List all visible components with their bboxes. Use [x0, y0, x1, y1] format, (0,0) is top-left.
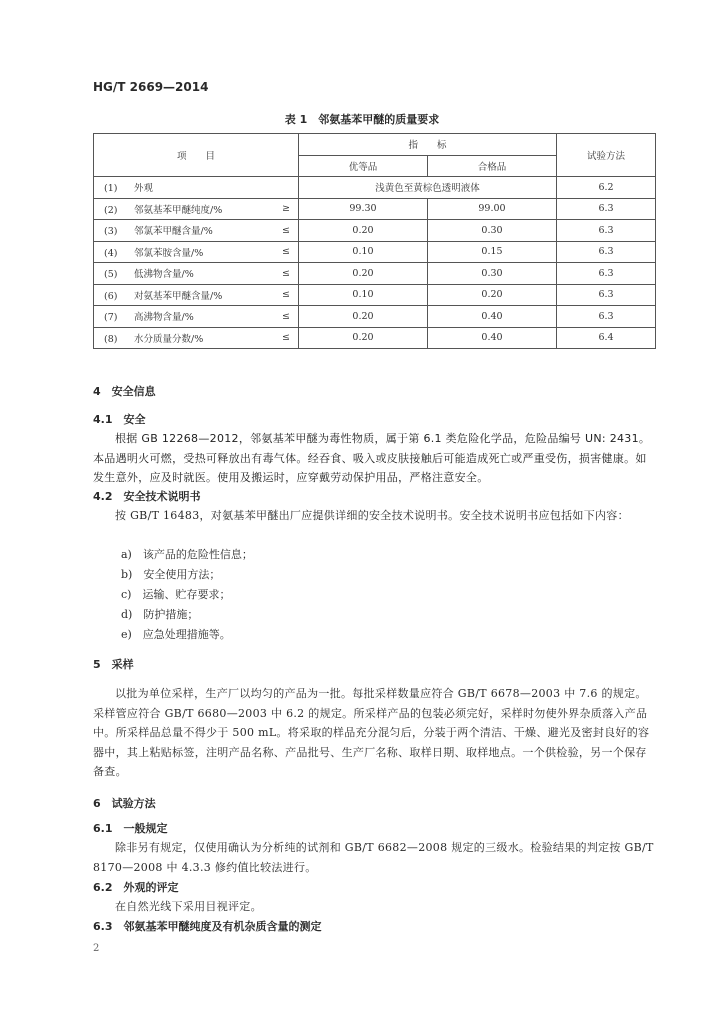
row-value-first: 99.30 — [299, 198, 428, 220]
row-method: 6.4 — [557, 327, 656, 349]
row-method: 6.3 — [557, 284, 656, 306]
page-number: 2 — [93, 943, 100, 954]
row-number: (4) — [104, 247, 118, 259]
row-name: 邻氨基苯甲醚纯度/% — [134, 204, 223, 216]
header-first-grade: 优等品 — [299, 155, 428, 177]
list-item: c) 运输、贮存要求； — [121, 588, 231, 601]
table-row — [94, 177, 656, 199]
row-value-qualified: 0.15 — [428, 241, 557, 263]
row-item-name — [94, 220, 271, 242]
row-item-name — [94, 241, 271, 263]
row-method: 6.3 — [557, 241, 656, 263]
row-method: 6.3 — [557, 263, 656, 285]
section-6-2-text: 在自然光线下采用目视评定。 — [115, 900, 262, 913]
row-method: 6.2 — [557, 177, 656, 199]
row-value-qualified: 0.20 — [428, 284, 557, 306]
row-comparator: ≥ — [270, 198, 299, 220]
table-title: 表 1 邻氨基苯甲醚的质量要求 — [284, 113, 440, 126]
row-name: 水分质量分数/% — [134, 333, 204, 345]
row-comparator: ≤ — [270, 241, 299, 263]
table-row — [94, 241, 656, 263]
table-row — [94, 327, 656, 349]
row-value-first: 0.20 — [299, 327, 428, 349]
row-method: 6.3 — [557, 220, 656, 242]
row-item-name — [94, 306, 271, 328]
section-4-2-heading: 4.2 安全技术说明书 — [93, 490, 201, 503]
section-4-2-text: 按 GB/T 16483，对氨基苯甲醚出厂应提供详细的安全技术说明书。安全技术说明书应包括如下内容： — [115, 509, 629, 522]
row-name: 外观 — [134, 183, 154, 195]
row-value-first: 0.20 — [299, 263, 428, 285]
row-comparator: ≤ — [270, 220, 299, 242]
row-item-name — [94, 327, 271, 349]
row-value-first: 0.20 — [299, 220, 428, 242]
section-4-1-text: 根据 GB 12268—2012，邻氨基苯甲醚为毒性物质，属于第 6.1 类危险化学品，危险品编号 UN: 2431。本品遇明火可燃，受热可释放出有毒气体。经吞食、吸入或皮肤接触后可能造成死亡或严重受伤，损害健康。如发生意外，应及时就医。使用及搬运时，应穿戴劳动保护用品，严格注意安全。 — [93, 432, 651, 484]
section-6-2-heading: 6.2 外观的评定 — [93, 881, 179, 894]
row-comparator: ≤ — [270, 284, 299, 306]
section-6-3-heading: 6.3 邻氨基苯甲醚纯度及有机杂质含量的测定 — [93, 920, 322, 933]
quality-requirements-table — [93, 133, 656, 349]
row-number: (1) — [104, 183, 118, 195]
header-method: 试验方法 — [557, 134, 656, 177]
row-item-name — [94, 263, 271, 285]
list-item: b) 安全使用方法； — [121, 568, 221, 581]
row-value-first: 0.20 — [299, 306, 428, 328]
row-name: 邻氯苯甲醚含量/% — [134, 226, 213, 238]
row-comparator: ≤ — [270, 263, 299, 285]
row-value-qualified: 0.30 — [428, 263, 557, 285]
row-method: 6.3 — [557, 306, 656, 328]
row-number: (2) — [104, 204, 118, 216]
section-5-heading: 5 采样 — [93, 658, 134, 671]
row-comparator: ≤ — [270, 327, 299, 349]
row-value-merged: 浅黄色至黄棕色透明液体 — [299, 177, 557, 199]
list-item: d) 防护措施； — [121, 608, 199, 621]
list-item: e) 应急处理措施等。 — [121, 628, 231, 641]
table-row — [94, 306, 656, 328]
row-value-qualified: 0.30 — [428, 220, 557, 242]
section-6-1-text: 除非另有规定，仅使用确认为分析纯的试剂和 GB/T 6682—2008 规定的三级水。检验结果的判定按 GB/T 8170—2008 中 4.3.3 修约值比较法进行。 — [93, 841, 654, 874]
row-item-name — [94, 198, 271, 220]
row-number: (3) — [104, 226, 118, 238]
table-row — [94, 220, 656, 242]
document-code: HG/T 2669—2014 — [93, 80, 209, 94]
section-4-heading: 4 安全信息 — [93, 385, 156, 398]
row-number: (6) — [104, 290, 118, 302]
row-name: 对氨基苯甲醚含量/% — [134, 290, 223, 302]
list-item: a) 该产品的危险性信息； — [121, 548, 253, 561]
row-value-first: 0.10 — [299, 284, 428, 306]
header-qualified-grade: 合格品 — [428, 155, 557, 177]
row-comparator — [270, 177, 299, 199]
row-value-qualified: 0.40 — [428, 306, 557, 328]
section-6-1-heading: 6.1 一般规定 — [93, 822, 168, 835]
row-comparator: ≤ — [270, 306, 299, 328]
row-method: 6.3 — [557, 198, 656, 220]
row-number: (8) — [104, 333, 118, 345]
row-item-name — [94, 284, 271, 306]
row-number: (7) — [104, 312, 118, 324]
row-name: 邻氯苯胺含量/% — [134, 247, 204, 259]
table-row — [94, 263, 656, 285]
header-index: 指 标 — [299, 134, 557, 156]
section-5-text: 以批为单位采样，生产厂以均匀的产品为一批。每批采样数量应符合 GB/T 6678—2003 中 7.6 的规定。采样管应符合 GB/T 6680—2003 中 6.2 的规定。所采样产品的包装必须完好，采样时勿使外界杂质落入产品中。所采样品总量不得少于 500 mL。将采取的样品充分混匀后，分装于两个清洁、干燥、避光及密封良好的容器中，其上粘贴标签，注明产品名称、产品批号、生产厂名称、取样日期、取样地点。一个供检验，另一个保存备查。 — [93, 687, 650, 778]
table-row — [94, 198, 656, 220]
row-number: (5) — [104, 269, 118, 281]
section-6-heading: 6 试验方法 — [93, 797, 156, 810]
row-item-name — [94, 177, 271, 199]
section-4-1-heading: 4.1 安全 — [93, 413, 146, 426]
row-name: 高沸物含量/% — [134, 312, 194, 324]
header-item: 项 目 — [94, 134, 299, 177]
row-name: 低沸物含量/% — [134, 269, 194, 281]
row-value-qualified: 99.00 — [428, 198, 557, 220]
table-header-row — [94, 134, 656, 156]
table-row — [94, 284, 656, 306]
row-value-first: 0.10 — [299, 241, 428, 263]
row-value-qualified: 0.40 — [428, 327, 557, 349]
